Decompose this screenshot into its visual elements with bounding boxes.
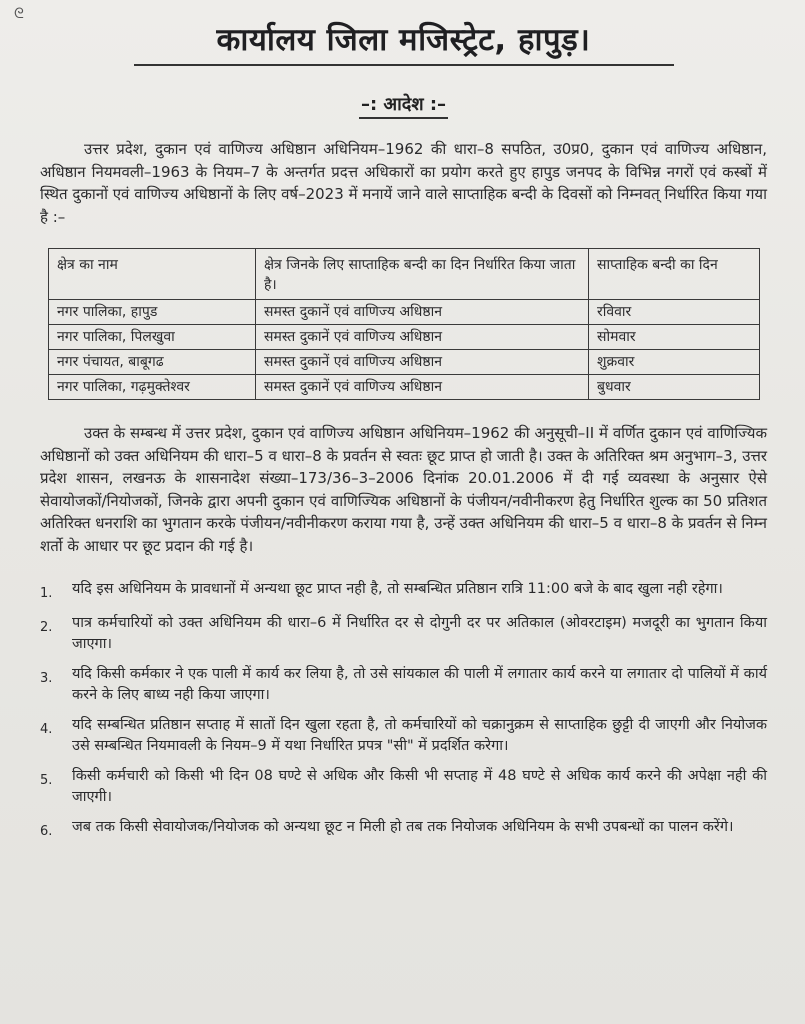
weekly-closure-table <box>48 248 760 400</box>
order-heading <box>40 92 767 116</box>
corner-scribble-mark: ᘓ <box>14 6 24 22</box>
closure-day-cell: शुक्रवार <box>589 350 760 375</box>
table-header-row <box>49 249 760 300</box>
office-title: कार्यालय जिला मजिस्ट्रेट, हापुड़। <box>216 22 591 58</box>
area-scope-cell: समस्त दुकानें एवं वाणिज्य अधिष्ठान <box>256 350 589 375</box>
area-name-cell: नगर पालिका, हापुड <box>49 300 256 325</box>
area-scope-cell: समस्त दुकानें एवं वाणिज्य अधिष्ठान <box>256 375 589 400</box>
table-row <box>49 325 760 350</box>
area-name-cell: नगर पालिका, गढ़मुक्तेश्वर <box>49 375 256 400</box>
condition-text: यदि इस अधिनियम के प्रावधानों में अन्यथा छूट प्राप्त नही है, तो सम्बन्धित प्रतिष्ठान रात्रि 11:00 बजे के बाद खुला नही रहेगा। <box>72 581 723 597</box>
closure-day-cell: सोमवार <box>589 325 760 350</box>
title-underline <box>134 64 674 66</box>
intro-paragraph: उत्तर प्रदेश, दुकान एवं वाणिज्य अधिष्ठान अधिनियम–1962 की धारा–8 सपठित, उ0प्र0, दुकान एवं वाणिज्य अधिष्ठान, अधिष्ठान नियमवली–1963 के नियम–7 के अन्तर्गत प्रदत्त अधिकारों का प्रयोग करते हुए हापुड जनपद के विभिन्न नगरों एवं कस्बों में स्थित दुकानों एवं वाणिज्य अधिष्ठानों के लिए वर्ष–2023 में मनायें जाने वाले साप्ताहिक बन्दी के दिवसों को निम्नवत् निर्धारित किया गया है :– <box>40 140 767 226</box>
list-item <box>40 766 767 809</box>
condition-number: 2. <box>40 619 53 635</box>
closure-day-cell: रविवार <box>589 300 760 325</box>
condition-number: 6. <box>40 823 53 839</box>
condition-text: पात्र कर्मचारियों को उक्त अधिनियम की धारा–6 में निर्धारित दर से दोगुनी दर पर अतिकाल (ओवरटाइम) मजदूरी का भुगतान किया जाएगा। <box>72 614 767 652</box>
table-row <box>49 350 760 375</box>
area-scope-cell: समस्त दुकानें एवं वाणिज्य अधिष्ठान <box>256 300 589 325</box>
area-name-cell: नगर पालिका, पिलखुवा <box>49 325 256 350</box>
header-area-name: क्षेत्र का नाम <box>49 249 256 300</box>
condition-number: 3. <box>40 670 53 686</box>
condition-number: 4. <box>40 721 53 737</box>
condition-number: 1. <box>40 586 53 601</box>
condition-text: यदि किसी कर्मकार ने एक पाली में कार्य कर लिया है, तो उसे सांयकाल की पाली में लगातार कार्य करने या लगातार दो पालियों में कार्य करने के लिए बाध्य नही किया जाएगा। <box>72 665 767 703</box>
list-item <box>40 715 767 758</box>
order-heading-text: –: आदेश :– <box>359 94 448 119</box>
list-item <box>40 613 767 656</box>
area-name-cell: नगर पंचायत, बाबूगढ <box>49 350 256 375</box>
area-scope-cell: समस्त दुकानें एवं वाणिज्य अधिष्ठान <box>256 325 589 350</box>
table-row <box>49 300 760 325</box>
condition-text: किसी कर्मचारी को किसी भी दिन 08 घण्टे से अधिक और किसी भी सप्ताह में 48 घण्टे से अधिक कार्य करने की अपेक्षा नही की जाएगी। <box>72 767 767 805</box>
condition-text: जब तक किसी सेवायोजक/नियोजक को अन्यथा छूट न मिली हो तब तक नियोजक अधिनियम के सभी उपबन्धों का पालन करेंगे। <box>72 818 734 835</box>
condition-number: 5. <box>40 772 53 788</box>
exemption-paragraph: उक्त के सम्बन्ध में उत्तर प्रदेश, दुकान एवं वाणिज्य अधिष्ठान अधिनियम–1962 की अनुसूची–II में वर्णित दुकान एवं वाणिज्यिक अधिष्ठानों को उक्त अधिनियम की धारा–5 व धारा–8 के प्रवर्तन से स्वतः छूट प्राप्त हो जाती है। उक्त के अतिरिक्त श्रम अनुभाग–3, उत्तर प्रदेश शासन, लखनऊ के शासनादेश संख्या–173/36–3–2006 दिनांक 20.01.2006 में दी गई व्यवस्था के अनुसार ऐसे सेवायोजकों/नियोजकों, जिनके द्वारा अपनी दुकान एवं वाणिज्यिक अधिष्ठानों के पंजीयन/नवीनीकरण हेतु निर्धारित शुल्क का 50 प्रतिशत अतिरिक्त धनराशि का भुगतान करके पंजीयन/नवीनीकरण कराया गया है, उन्हें उक्त अधिनियम की धारा–5 व धारा–8 के प्रवर्तन से निम्न शर्तो के आधार पर छूट प्रदान की गई है। <box>40 424 767 555</box>
table-row <box>49 375 760 400</box>
header-closure-day: साप्ताहिक बन्दी का दिन <box>589 249 760 300</box>
list-item <box>40 664 767 707</box>
conditions-list <box>40 579 767 842</box>
closure-day-cell: बुधवार <box>589 375 760 400</box>
header-area-scope: क्षेत्र जिनके लिए साप्ताहिक बन्दी का दिन निर्धारित किया जाता है। <box>256 249 589 300</box>
condition-text: यदि सम्बन्धित प्रतिष्ठान सप्ताह में सातों दिन खुला रहता है, तो कर्मचारियों को चक्रानुक्रम से साप्ताहिक छुट्टी दी जाएगी और नियोजक उसे सम्बन्धित नियमावली के नियम–9 में यथा निर्धारित प्रपत्र "सी" में प्रदर्शित करेगा। <box>72 716 767 754</box>
list-item <box>40 817 767 843</box>
list-item <box>40 579 767 605</box>
